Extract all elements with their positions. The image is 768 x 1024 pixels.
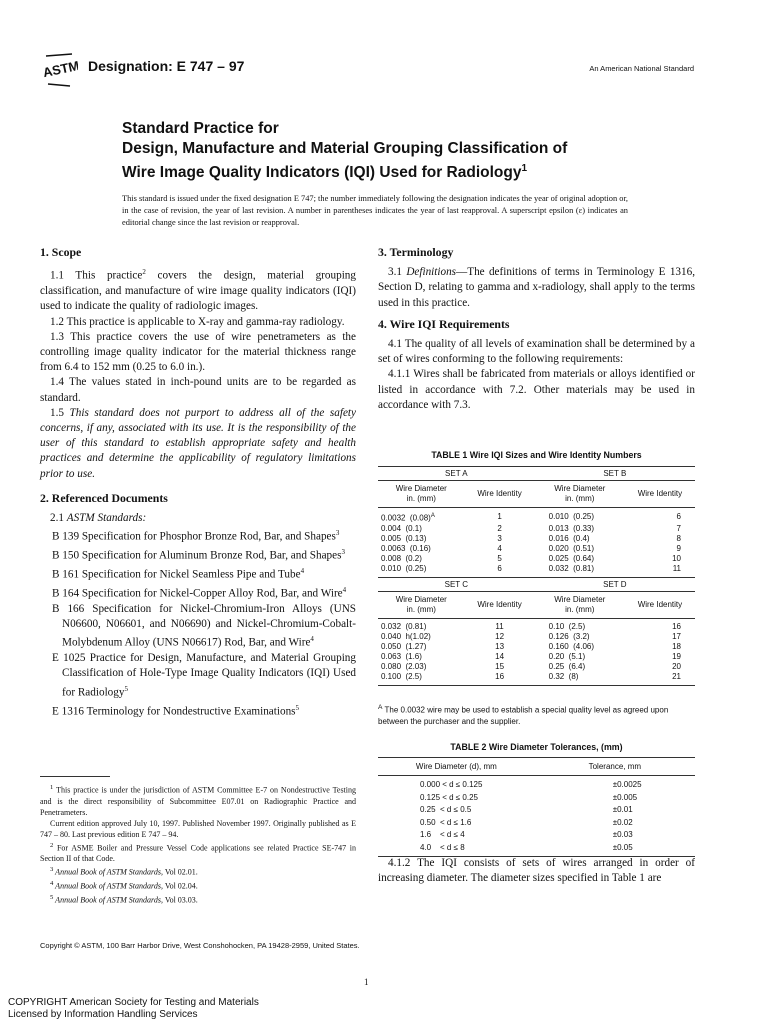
table1-cell-identity: 4 [497,543,502,553]
table1-cell-identity: 10 [672,553,681,563]
table1-cell-identity: 7 [676,523,681,533]
table1-cell-diameter: 0.080 (2.03) [381,661,427,671]
table1-cell-diameter: 0.005 (0.13) [381,533,427,543]
title-line-1: Standard Practice for [122,120,279,137]
left-column [40,245,356,720]
table1-cell-identity: 5 [497,553,502,563]
refdocs-heading: 2. Referenced Documents [40,490,168,505]
table1 [378,466,695,686]
table1-cell-identity: 17 [672,631,681,641]
table1-cell-diameter: 0.010 (0.25) [378,564,465,578]
table1-set-header: SET B [535,467,695,481]
table1-cell-diameter: 0.016 (0.4) [548,533,590,543]
table1-cell-diameter: 0.025 (0.64) [548,553,595,563]
footer-line-1: COPYRIGHT American Society for Testing and Materials [8,997,259,1008]
table-row [378,544,695,554]
table1-cell-diameter: 0.063 (1.6) [381,651,422,661]
table1-footnote: $^A$ The 0.0032 wire may be used to establish a special quality level as agreed upon between the purchaser and the supplier. [378,704,669,726]
table-row [378,524,695,534]
terminology-3-1: 3.1 Definitions—The definitions of terms in Terminology E 1316, Section D, relating to gamma and x-radiology, shall apply to the terms used in this practice. [378,266,696,309]
table1-cell-identity: 16 [672,621,681,631]
table1-cell-identity: 6 [676,512,681,522]
footnote-1b: Current edition approved July 10, 1997. Published November 1997. Originally published as E 747 – 80. Last previous edition E 747 – 94. [40,818,356,839]
table-row [378,618,695,632]
table2-cell-range: 0.000 < d ≤ 0.125 [420,780,483,789]
table1-cell-identity: 20 [672,661,681,671]
table1-cell-identity: 9 [676,543,681,553]
footnote-rule [40,776,110,777]
table2-cell-tolerance: ±0.0025 [612,780,642,789]
requirements-heading: 4. Wire IQI Requirements [378,316,510,331]
table1-cell-identity: 2 [497,523,502,533]
table1-cell-diameter: 0.032 (0.81) [381,621,427,631]
table1-col-diameter: Wire Diameter in. (mm) [378,591,465,618]
reference-item: B 150 Specification for Aluminum Bronze Rod, Bar, and Shapes$^3$ [52,548,345,562]
table2-cell-tolerance: ±0.02 [612,817,633,827]
reference-item: E 1025 Practice for Design, Manufacture, and Material Grouping Classification of Hole-Type Image Quality Indicators (IQI) Used for Radiology$^5$ [52,652,356,699]
footnote-5: $^5$ Annual Book of ASTM Standards, Vol 03.03. [50,893,198,905]
refdocs-2-1: 2.1 ASTM Standards: [50,511,147,524]
table1-cell-identity: 15 [495,661,505,671]
table1-col-identity: Wire Identity [465,591,535,618]
reference-item: B 164 Specification for Nickel-Copper Alloy Rod, Bar, and Wire$^4$ [52,586,347,600]
requirements-4-1-1: 4.1.1 Wires shall be fabricated from materials or alloys identified or listed in accordance with 7.2. Other materials may be used in accordance with 7.3. [378,368,695,411]
table1-cell-identity: 11 [495,621,504,631]
table2-cell-tolerance: ±0.03 [612,830,633,839]
table1-col-diameter: Wire Diameter in. (mm) [535,591,625,618]
table2 [378,757,695,857]
table1-cell-identity: 8 [676,533,681,543]
table1-cell-diameter: 0.160 (4.06) [548,641,595,651]
table1-col-identity: Wire Identity [625,591,695,618]
requirements-4-1: 4.1 The quality of all levels of examination shall be determined by a set of wires conforming to the following requirements: [378,338,695,366]
table-row [378,642,695,652]
table2-cell-range: 4.0 < d ≤ 8 [378,842,535,857]
table1-cell-diameter: 0.040 h(1.02) [381,631,431,641]
page-footer [8,997,259,1021]
footnote-4: $^4$ Annual Book of ASTM Standards, Vol 02.04. [50,879,198,891]
scope-1-4: 1.4 The values stated in inch-pound units are to be regarded as standard. [40,376,356,404]
table1-set-header: SET D [535,577,695,591]
reference-item: B 166 Specification for Nickel-Chromium-Iron Alloys (UNS N06600, N06601, and N06690) and Nickel-Chromium-Cobalt-Molybdenum Alloy (UNS N06617) Rod, Bar, and Wire$^4$ [52,602,356,650]
table1-col-identity: Wire Identity [625,481,695,508]
table1-cell-diameter: 0.008 (0.2) [381,553,422,563]
table1-col-diameter: Wire Diameter in. (mm) [535,481,625,508]
table2-cell-tolerance: ±0.01 [612,805,633,814]
document-title [122,119,682,183]
table1-caption: TABLE 1 Wire IQI Sizes and Wire Identity Numbers [431,450,642,460]
footnotes [40,782,356,905]
table-row [378,817,695,830]
paragraph-4-1-2: 4.1.2 The IQI consists of sets of wires arranged in order of increasing diameter. The diameter sizes specified in Table 1 are [378,857,695,885]
reference-item: E 1316 Terminology for Nondestructive Examinations$^5$ [52,703,300,718]
table1-cell-identity: 13 [495,641,505,651]
table1-cell-diameter: 0.050 (1.27) [381,641,427,651]
table2-cell-range: 0.125 < d ≤ 0.25 [420,792,478,802]
table1-cell-diameter: 0.100 (2.5) [378,672,465,686]
scope-1-5: 1.5 This standard does not purport to address all of the safety concerns, if any, associated with its use. It is the responsibility of the user of this standard to establish appropriate safety and health practices and determine the applicability of regulatory limitations prior to use. [40,406,356,480]
title-line-2: Design, Manufacture and Material Grouping Classification of [122,140,568,157]
astm-logo [40,50,78,92]
table1-cell-diameter: 0.010 (0.25) [548,512,595,522]
table1-col-diameter: Wire Diameter in. (mm) [378,481,465,508]
table-row [378,672,695,686]
table1-col-identity: Wire Identity [465,481,535,508]
table-row [378,564,695,578]
scope-1-1: 1.1 This practice$^2$ covers the design, material grouping classification, and manufacture of wire image quality indicators (IQI) used to indicate the quality of radiologic images. [40,268,356,313]
table1-cell-identity: 11 [625,564,695,578]
table1-cell-identity: 21 [625,672,695,686]
table2-caption: TABLE 2 Wire Diameter Tolerances, (mm) [450,742,623,752]
table2-col-tolerance: Tolerance, mm [535,758,695,776]
table1-cell-identity: 6 [465,564,535,578]
table2-cell-range: 1.6 < d ≤ 4 [420,830,465,839]
table1-cell-identity: 18 [672,641,681,651]
terminology-heading: 3. Terminology [378,245,454,259]
table-row [378,842,695,857]
table2-cell-tolerance: ±0.005 [612,792,638,802]
table1-cell-identity: 14 [495,651,505,661]
scope-heading: 1. Scope [40,245,82,259]
table1-cell-diameter: 0.20 (5.1) [548,651,586,661]
table1-set-header: SET A [378,467,535,481]
reference-list [40,526,356,719]
page-number: 1 [364,977,369,987]
table-row [378,534,695,544]
national-standard-label: An American National Standard [589,64,694,73]
table1-cell-identity: 12 [495,631,505,641]
table1-cell-diameter: 0.126 (3.2) [548,631,590,641]
table2-cell-range: 0.50 < d ≤ 1.6 [420,817,472,827]
table-row [378,792,695,805]
table-row [378,829,695,842]
table1-cell-diameter: 0.020 (0.51) [548,543,595,553]
table1-cell-diameter: 0.0032 $(0.08)^A$ [381,513,435,523]
table1-cell-diameter: 0.32 (8) [535,672,625,686]
table-row [378,632,695,642]
title-line-3: Wire Image Quality Indicators (IQI) Used for Radiology$^1$ [122,163,528,182]
reference-item: B 161 Specification for Nickel Seamless Pipe and Tube$^4$ [52,567,305,581]
table1-set-header: SET C [378,577,535,591]
table1-cell-diameter: 0.032 (0.81) [535,564,625,578]
table2-col-diameter: Wire Diameter (d), mm [378,758,535,776]
table-row [378,652,695,662]
table-row [378,662,695,672]
table1-cell-identity: 19 [672,651,681,661]
table-row [378,804,695,817]
table2-cell-range: 0.25 < d ≤ 0.5 [420,805,472,814]
table1-cell-identity: 1 [497,512,502,522]
designation: Designation: E 747 – 97 [88,58,245,74]
footer-line-2: Licensed by Information Handling Services [8,1009,198,1020]
table1-cell-diameter: 0.004 (0.1) [381,523,422,533]
footnote-1: $^1$ This practice is under the jurisdiction of ASTM Committee E-7 on Nondestructive Testing and is the direct responsibility of Subcommittee E07.01 on Radiographic Practice and Penetrameters. [40,784,356,817]
table-row [378,508,695,524]
footnote-3: $^3$ Annual Book of ASTM Standards, Vol 02.01. [50,866,198,877]
table-row [378,554,695,564]
right-column [378,245,695,413]
footnote-2: $^2$ For ASME Boiler and Pressure Vessel Code applications see related Practice SE-747 in Section II of that Code. [40,841,356,864]
table1-cell-identity: 3 [497,533,502,543]
scope-1-3: 1.3 This practice covers the use of wire penetrameters as the controlling image quality indicator for the material thickness range from 6.4 to 152 mm (0.25 to 6.0 in.). [40,330,356,374]
table1-cell-identity: 16 [465,672,535,686]
reference-item: B 139 Specification for Phosphor Bronze Rod, Bar, and Shapes$^3$ [52,529,340,543]
table1-cell-diameter: 0.25 (6.4) [548,661,586,671]
svg-text:ASTM: ASTM [41,57,78,81]
table-row [378,776,695,792]
scope-1-2: 1.2 This practice is applicable to X-ray and gamma-ray radiology. [50,315,345,328]
table2-cell-tolerance: ±0.05 [535,842,695,857]
copyright-line: Copyright © ASTM, 100 Barr Harbor Drive, West Conshohocken, PA 19428-2959, United States. [40,941,360,950]
table1-cell-diameter: 0.013 (0.33) [548,523,595,533]
standard-notice: This standard is issued under the fixed designation E 747; the number immediately following the designation indicates the year of original adoption or, in the case of revision, the year of last revision. A number in parentheses indicates the year of last reapproval. A superscript epsilon (ε) indicates an editorial change since the last revision or reapproval. [122,194,628,227]
table1-cell-diameter: 0.0063 (0.16) [381,543,431,553]
table1-cell-diameter: 0.10 (2.5) [548,621,586,631]
